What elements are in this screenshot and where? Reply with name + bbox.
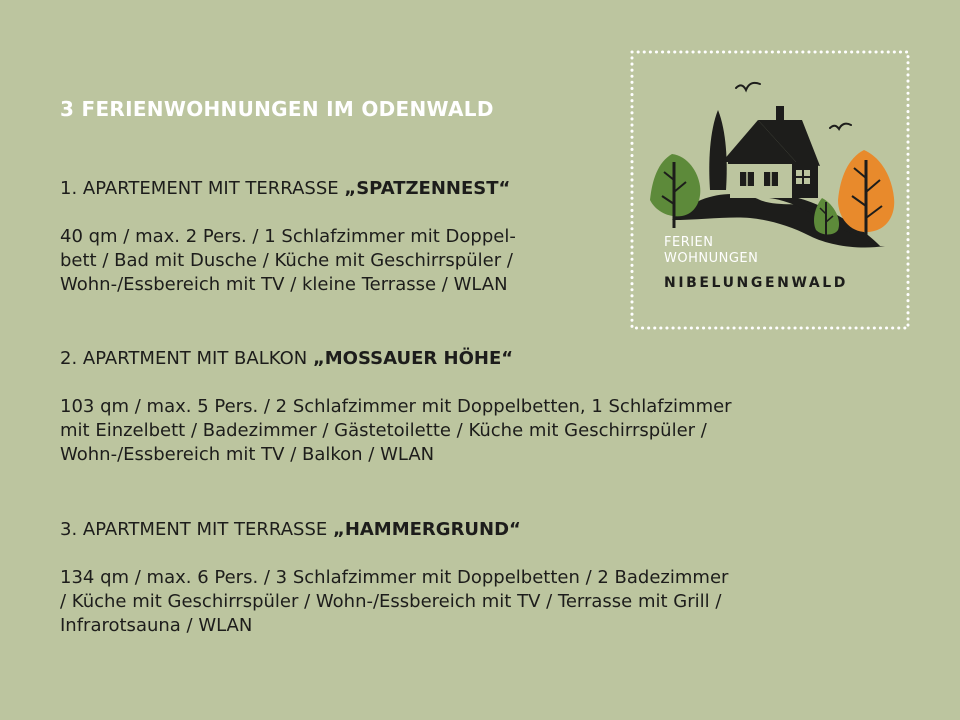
description-line: / Küche mit Geschirrspüler / Wohn-/Essbereich mit TV / Terrasse mit Grill / (60, 591, 722, 612)
apartment-section-3 (60, 518, 728, 638)
description-line: 40 qm / max. 2 Pers. / 1 Schlafzimmer mit Doppel- (60, 226, 516, 247)
apartment-description (60, 395, 732, 467)
description-line: mit Einzelbett / Badezimmer / Gästetoilette / Küche mit Geschirrspüler / (60, 420, 707, 441)
apartment-section-2 (60, 347, 732, 467)
apartment-heading-prefix: 1. APARTEMENT MIT TERRASSE (60, 178, 339, 199)
apartment-description (60, 225, 516, 297)
apartment-section-1 (60, 177, 516, 297)
apartment-name: „SPATZENNEST“ (344, 178, 511, 199)
logo-text-wohnungen: WOHNUNGEN (664, 251, 759, 266)
brand-logo (630, 50, 910, 330)
apartment-heading (60, 177, 516, 201)
apartment-heading-prefix: 3. APARTMENT MIT TERRASSE (60, 519, 328, 540)
description-line: Wohn-/Essbereich mit TV / kleine Terrasse / WLAN (60, 274, 508, 295)
description-line: bett / Bad mit Dusche / Küche mit Geschirrspüler / (60, 250, 513, 271)
description-line: Infrarotsauna / WLAN (60, 615, 253, 636)
apartment-name: „MOSSAUER HÖHE“ (312, 348, 514, 369)
apartment-description (60, 566, 728, 638)
apartment-name: „HAMMERGRUND“ (332, 519, 521, 540)
logo-text-ferien: FERIEN (664, 235, 714, 250)
description-line: 134 qm / max. 6 Pers. / 3 Schlafzimmer mit Doppelbetten / 2 Badezimmer (60, 567, 729, 588)
description-line: 103 qm / max. 5 Pers. / 2 Schlafzimmer mit Doppelbetten, 1 Schlafzimmer (60, 396, 732, 417)
apartment-heading (60, 518, 728, 542)
description-line: Wohn-/Essbereich mit TV / Balkon / WLAN (60, 444, 435, 465)
page-title: 3 FERIENWOHNUNGEN IM ODENWALD (60, 97, 494, 121)
apartment-heading-prefix: 2. APARTMENT MIT BALKON (60, 348, 308, 369)
apartment-heading (60, 347, 732, 371)
logo-text-nibelungenwald: NIBELUNGENWALD (664, 275, 849, 291)
